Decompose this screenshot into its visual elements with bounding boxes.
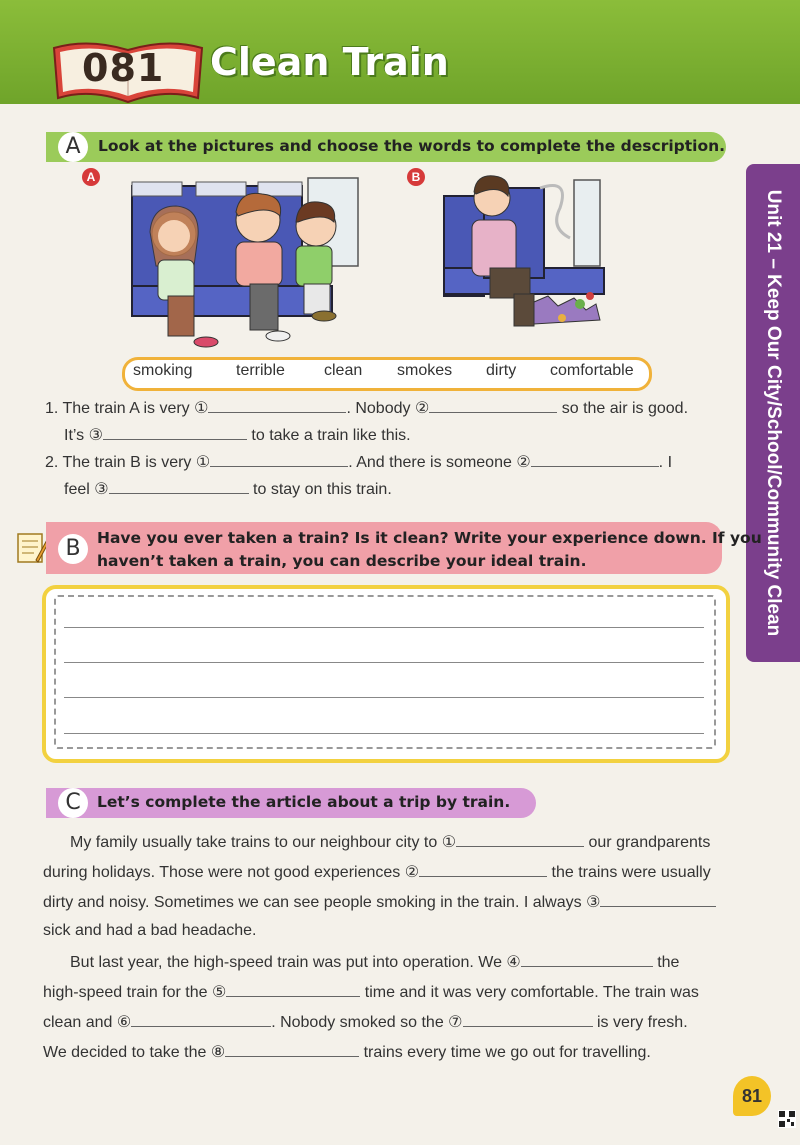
article-line: high-speed train for the ⑤ time and it was very comfortable. The train was (43, 984, 699, 1001)
section-a-letter: A (58, 132, 88, 162)
answer-blank[interactable] (463, 1026, 593, 1027)
writing-pencil-icon (16, 530, 50, 566)
question-2-line-1: 2. The train B is very ① . And there is someone ② . I (45, 454, 673, 471)
section-c-instruction: Let’s complete the article about a trip by train. (97, 793, 511, 811)
answer-blank[interactable] (456, 846, 584, 847)
page-number: 81 (733, 1076, 771, 1116)
answer-blank[interactable] (225, 1056, 359, 1057)
article-line: My family usually take trains to our neighbour city to ① our grandparents (70, 834, 711, 851)
answer-blank[interactable] (429, 412, 557, 413)
answer-blank[interactable] (419, 876, 547, 877)
word-option: smoking (133, 362, 193, 379)
answer-blank[interactable] (226, 996, 360, 997)
word-option: terrible (236, 362, 285, 379)
question-2-line-2: feel ③ to stay on this train. (64, 481, 392, 498)
word-option: dirty (486, 362, 517, 379)
lesson-number: 081 (82, 46, 165, 90)
writing-area[interactable] (54, 595, 716, 749)
section-b-letter: B (58, 534, 88, 564)
section-c-letter: C (58, 788, 88, 818)
page-title: Clean Train (210, 40, 449, 84)
answer-blank[interactable] (210, 466, 348, 467)
article-line: sick and had a bad headache. (43, 922, 257, 939)
qr-code-icon (778, 1110, 796, 1128)
answer-blank[interactable] (600, 906, 716, 907)
article-line: dirty and noisy. Sometimes we can see people smoking in the train. I always ③ (43, 892, 716, 912)
word-option: comfortable (550, 362, 634, 379)
word-option: clean (324, 362, 363, 379)
word-option: smokes (397, 362, 453, 379)
article-line: But last year, the high-speed train was put into operation. We ④ the (70, 954, 680, 971)
picture-a-label: A (82, 168, 100, 186)
clean-train-illustration (128, 176, 368, 352)
writing-line (64, 627, 704, 628)
section-b-instruction-line-1: Have you ever taken a train? Is it clean? Write your experience down. If you (97, 529, 762, 547)
article-line: We decided to take the ⑧ trains every time we go out for travelling. (43, 1044, 651, 1061)
dirty-train-illustration (440, 168, 630, 338)
article-line: during holidays. Those were not good experiences ② the trains were usually (43, 864, 711, 881)
writing-line (64, 697, 704, 698)
writing-line (64, 662, 704, 663)
unit-side-tab-label: Unit 21 – Keep Our City/School/Community Clean (763, 189, 784, 637)
section-b-instruction-line-2: haven’t taken a train, you can describe your ideal train. (97, 552, 587, 570)
answer-blank[interactable] (208, 412, 346, 413)
writing-line (64, 733, 704, 734)
question-1-line-2: It’s ③ to take a train like this. (64, 427, 411, 444)
answer-blank[interactable] (103, 439, 247, 440)
article-line: clean and ⑥ . Nobody smoked so the ⑦ is very fresh. (43, 1014, 688, 1031)
answer-blank[interactable] (521, 966, 653, 967)
picture-b-label: B (407, 168, 425, 186)
answer-blank[interactable] (531, 466, 659, 467)
section-a-instruction: Look at the pictures and choose the words to complete the description. (98, 137, 726, 155)
answer-blank[interactable] (109, 493, 249, 494)
question-1-line-1: 1. The train A is very ① . Nobody ② so the air is good. (45, 400, 689, 417)
answer-blank[interactable] (131, 1026, 271, 1027)
